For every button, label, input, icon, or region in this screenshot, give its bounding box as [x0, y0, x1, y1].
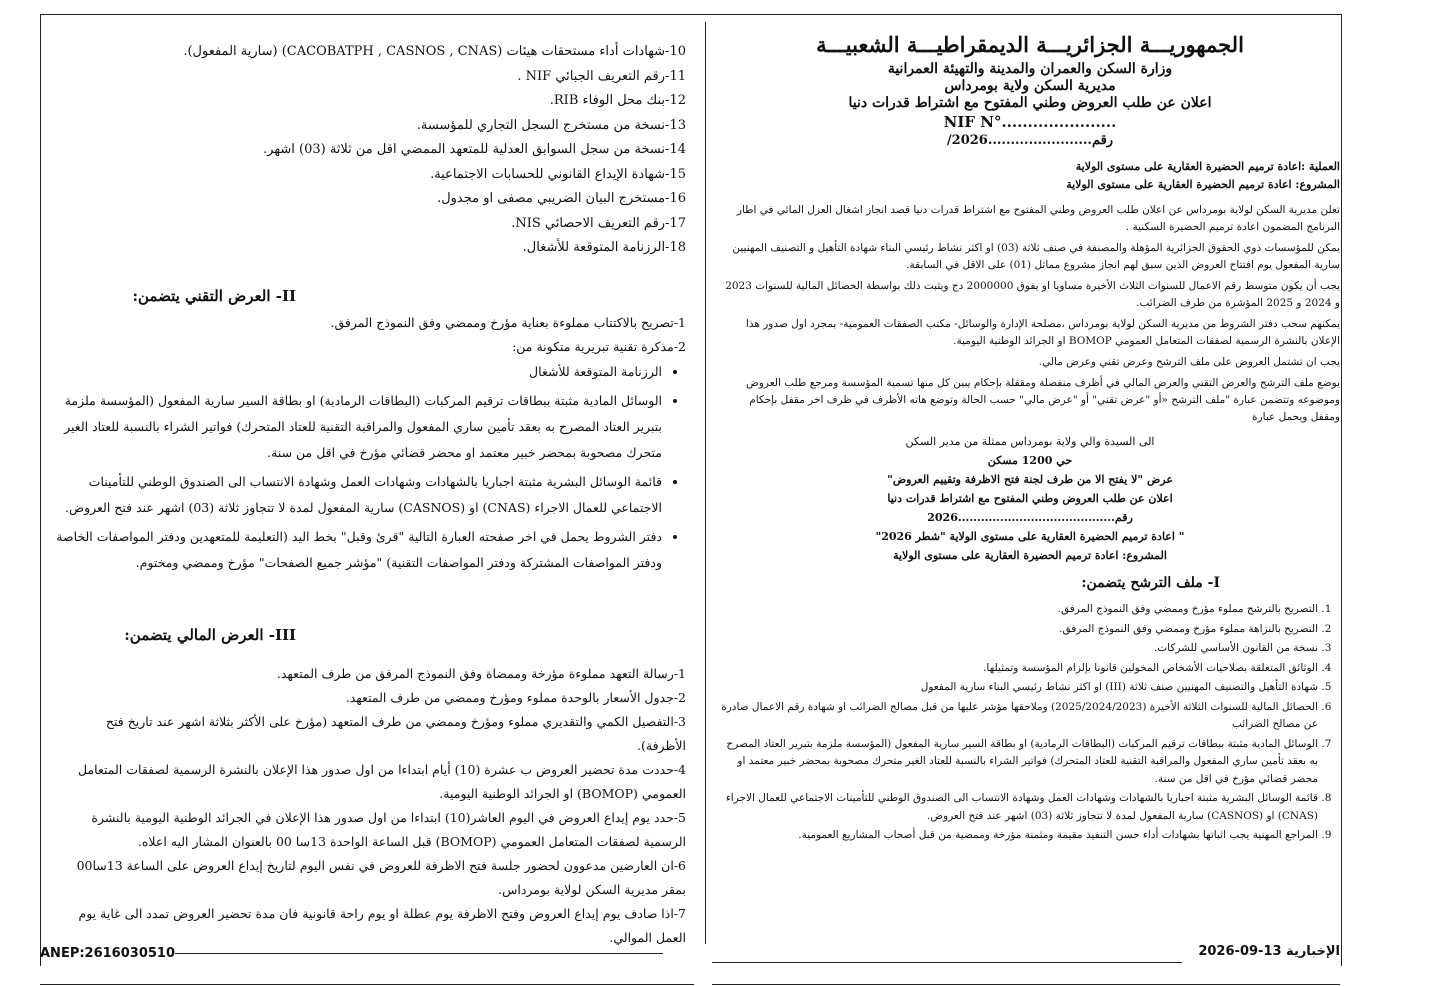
- project-line: المشروع: اعادة ترميم الحضيرة العقارية على مستوى الولاية: [1066, 178, 1340, 191]
- list-item: 2-جدول الأسعار بالوحدة مملوء ومؤرخ وممضي من طرف المتعهد.: [345, 689, 686, 705]
- left-edge-rule: [40, 14, 41, 966]
- candidacy-list-continued: [56, 40, 686, 261]
- intro-paragraph: يجب أن يكون متوسط رقم الاعمال للسنوات الثلاث الأخيرة مساويا او يفوق 2000000 دج ويثبت ذلك بواسطة الحصائل المالية للسنوات 2023 و 2024 و 2025 المؤشرة من طرف الضرائب.: [725, 280, 1340, 309]
- column-divider: [705, 22, 706, 944]
- bottom-rule-right: [712, 984, 1340, 985]
- list-item: 17-رقم التعريف الاحصائي NIS.: [511, 215, 686, 231]
- envelope-address: [720, 432, 1340, 565]
- reference-number: رقم.......................2026/: [946, 133, 1114, 148]
- list-item: 12-بنك محل الوفاء RIB.: [549, 93, 686, 108]
- envelope-line: " اعادة ترميم الحضيرة العقارية على مستوى الولاية "شطر 2026": [875, 530, 1185, 543]
- list-item: 3. نسخة من القانون الأساسي للشركات.: [720, 640, 1318, 658]
- financial-list: [56, 662, 686, 950]
- list-item: 14-نسخة من سجل السوابق العدلية للمتعهد الممضي اقل من ثلاثة (03) اشهر.: [263, 142, 686, 157]
- intro-text: [720, 202, 1340, 426]
- nif-line: NIF N°......................: [943, 113, 1117, 131]
- list-item: 4-حددت مدة تحضير العروض ب عشرة (10) أيام ابتداءا من اول صدور هذا الإعلان بالنشرة الرسمية لصفقات المتعامل العمومي (BOMOP) او الجرائد الوطنية اليومية.: [77, 761, 686, 801]
- envelope-line: رقم.........................................2026: [927, 511, 1133, 524]
- footer-rule: [175, 953, 663, 954]
- left-column: [56, 40, 686, 950]
- technical-paragraph: 2-مذكرة تقنية تبريرية متكونة من:: [512, 338, 686, 354]
- intro-paragraph: يجب ان تشتمل العروض على ملف الترشح وعرض تقني وعرض مالي.: [1038, 356, 1340, 368]
- list-item: 8. قائمة الوسائل البشرية مثبتة اجباريا بالشهادات وشهادات العمل وشهادة الانتساب الى الصندوق الوطني للتأمينات الاجتماعي للعمال الاجراء (CNAS) او (CASNOS) سارية المفعول لمدة لا تتجاوز ثلاثة (03) اشهر عند فتح العروض.: [720, 790, 1318, 825]
- candidacy-list: [720, 601, 1340, 845]
- envelope-line: اعلان عن طلب العروض وطني المفتوح مع اشتراط قدرات دنيا: [887, 492, 1173, 505]
- announcement-heading: اعلان عن طلب العروض وطني المفتوح مع اشتراط قدرات دنيا: [848, 95, 1212, 111]
- anep-code: ANEP:2616030510: [40, 946, 176, 961]
- list-item: 5. شهادة التأهيل والتصنيف المهنيين صنف ثلاثة (III) او اكثر نشاط رئيسي البناء سارية المفعول: [720, 679, 1318, 697]
- right-edge-rule: [1341, 14, 1342, 966]
- intro-paragraph: يمكن للمؤسسات ذوي الحقوق الجزائرية المؤهلة والمصنفة في صنف ثلاثة (03) او اكثر نشاط رئيسي البناء شهادة التأهيل و التصنيف المهنيين سارية المفعول يوم افتتاح العروض الذين سبق لهم انجاز مشروع مماثل (01) على الاقل في السابقة.: [732, 242, 1340, 271]
- list-item: • الوسائل المادية مثبتة ببطاقات ترقيم المركبات (البطاقات الرمادية) او بطاقة السير سارية المفعول (المؤسسة ملزمة بتبرير العتاد المصرح به بعقد تأمين ساري المفعول والمراقبة التقنية للعتاد المتحرك) فواتير الشراء بالنسبة للعتاد الغير متحرك مصحوبة بمحضر خبير معتمد او محضر قضائي مؤرخ في اقل من سنة.: [56, 388, 662, 466]
- operation-line: العملية :اعادة ترميم الحضيرة العقارية على مستوى الولاية: [1075, 160, 1340, 173]
- list-item: 6-ان العارضين مدعوون لحضور جلسة فتح الاظرفة للعروض في نفس اليوم لتاريخ إيداع العروض على الساعة 13سا00 بمقر مديرية السكن لولاية بومرداس.: [76, 857, 686, 897]
- list-item: • قائمة الوسائل البشرية مثبتة اجباريا بالشهادات وشهادات العمل وشهادة الانتساب الى الصندوق الوطني للتأمينات الاجتماعي للعمال الاجراء (CNAS) او (CASNOS) سارية المفعول لمدة لا تتجاوز ثلاثة (03) اشهر عند فتح العروض.: [56, 469, 662, 521]
- list-item: 11-رقم التعريف الجبائي NIF .: [517, 68, 686, 84]
- technical-bullets: [56, 359, 686, 576]
- list-item: • الرزنامة المتوقعة للأشغال: [56, 359, 662, 385]
- list-item: • دفتر الشروط يحمل في اخر صفحته العبارة التالية "قرئ وقبل" بخط اليد (التعليمة للمتعهدين ودفتر المواصفات الخاصة ودفتر المواصفات المشتركة ودفتر المواصفات التقنية) "مؤشر جميع الصفحات" مؤرخ وممضي ومختوم.: [56, 524, 662, 576]
- bottom-rule-left: [40, 984, 694, 985]
- list-item: 6. الحصائل المالية للسنوات الثلاثة الأخيرة (2025/2024/2023) وملاحقها مؤشر عليها من قبل مصالح الضرائب او شهادة رقم الاعمال صادرة عن مصالح الضرائب: [720, 699, 1318, 734]
- list-item: 7-اذا صادف يوم إيداع العروض وفتح الاظرفة يوم عطلة او يوم راحة قانونية فان مدة تحضير العروض تمدد الى غاية يوم العمل الموالي.: [78, 905, 686, 945]
- intro-paragraph: يمكنهم سحب دفتر الشروط من مديرية السكن لولاية بومرداس ،مصلحة الإدارة والوسائل- مكتب الصفقات العمومية- بمجرد اول صدور هذا الإعلان بالنشرة الرسمية لصفقات المتعامل العمومي BOMOP او الجرائد الوطنية اليومية.: [745, 318, 1340, 347]
- section-financial-title: III- العرض المالي يتضمن:: [124, 625, 296, 644]
- list-item: 5-حدد يوم إيداع العروض في اليوم العاشر(10) ابتداءا من اول صدور هذا الإعلان في الجرائد الوطنية اليومية بالنشرة الرسمية لصفقات المتعامل العمومي (BOMOP) قبل الساعة الواحدة 13سا 00 بالعنوان المشار اليه اعلاه.: [91, 809, 686, 849]
- ministry-heading: وزارة السكن والعمران والمدينة والتهيئة العمرانية: [887, 61, 1173, 77]
- list-item: 1. التصريح بالترشح مملوء مؤرخ وممضي وفق النموذج المرفق.: [720, 601, 1318, 619]
- top-rule: [40, 14, 1342, 15]
- intro-paragraph: يوضع ملف الترشح والعرض التقني والعرض المالي في أظرف منفصلة ومقفلة بإحكام يبين كل منها تسمية المؤسسة ومرجع طلب العروض وموضوعه وتتضمن عبارة "ملف الترشح «أو "عرض تقني" أو "عرض مالي" حسب الحالة وتوضع هاته الأظرف في ظرف اخر مقفل بإحكام ومقفل ويحمل عبارة: [746, 377, 1340, 423]
- anep-footer: [40, 946, 690, 961]
- list-item: 13-نسخة من مستخرج السجل التجاري للمؤسسة.: [416, 117, 686, 133]
- republic-heading: الجمهوريـــة الجزائريـــة الديمقراطيـــة الشعبيـــة: [816, 32, 1244, 57]
- list-item: 4. الوثائق المتعلقة بصلاحيات الأشخاص المخولين قانونا بإلزام المؤسسة وتمثيلها.: [720, 660, 1318, 678]
- list-item: 9. المراجع المهنية يجب اثباتها بشهادات أداء حسن التنفيذ مقيمة ومثمنة مؤرخة وممضية من قبل أصحاب المشاريع العمومية.: [720, 827, 1318, 845]
- section-candidacy-title: I- ملف الترشح يتضمن:: [1081, 575, 1220, 591]
- newspaper-date: الإخبارية 13-09-2026: [1198, 944, 1340, 959]
- section-technical-title: II- العرض التقني يتضمن:: [132, 286, 296, 305]
- right-column: [720, 26, 1340, 851]
- envelope-line: الى السيدة والي ولاية بومرداس ممثلة من مدير السكن: [905, 435, 1155, 448]
- list-item: 1-رسالة التعهد مملوءة مؤرخة وممضاة وفق النموذج المرفق من طرف المتعهد.: [276, 665, 686, 681]
- intro-paragraph: تعلن مديرية السكن لولاية بومرداس عن اعلان طلب العروض وطني المفتوح مع اشتراط قدرات دنيا قصد انجاز اشغال العزل المائي في اطار البرنامج المضمون اعادة ترميم الحضيرة السكنية .: [736, 204, 1340, 233]
- envelope-line: المشروع: اعادة ترميم الحضيرة العقارية على مستوى الولاية: [893, 549, 1167, 562]
- list-item: 3-التفصيل الكمي والتقديري مملوء ومؤرخ وممضي من طرف المتعهد (مؤرخ على الأكثر بثلاثة اشهر عند تاريخ فتح الأظرفة).: [105, 713, 686, 753]
- list-item: 18-الرزنامة المتوقعة للأشغال.: [522, 240, 686, 255]
- list-item: 10-شهادات أداء مستحقات هيئات (CACOBATPH , CASNOS , CNAS) (سارية المفعول).: [183, 44, 686, 59]
- directorate-heading: مديرية السكن ولاية بومرداس: [944, 78, 1116, 94]
- envelope-line: عرض "لا يفتح الا من طرف لجنة فتح الاظرفة وتقييم العروض": [887, 473, 1173, 486]
- list-item: 16-مستخرج البيان الضريبي مصفى او مجدول.: [437, 191, 686, 206]
- technical-paragraph: 1-تصريح بالاكتتاب مملوءة بعناية مؤرخ وممضي وفق النموذج المرفق.: [330, 314, 686, 330]
- list-item: 7. الوسائل المادية مثبتة ببطاقات ترقيم المركبات (البطاقات الرمادية) او بطاقة السير سارية المفعول (المؤسسة ملزمة بتبرير العتاد المصرح به بعقد تأمين ساري المفعول والمراقبة التقنية للعتاد المتحرك) فواتير الشراء بالنسبة للعتاد الغير متحرك مصحوبة بمحضر خبير معتمد او محضر قضائي مؤرخ في اقل من سنة.: [720, 736, 1318, 789]
- footer-rule-right: [712, 962, 1182, 963]
- list-item: 2. التصريح بالنزاهة مملوء مؤرخ وممضي وفق النموذج المرفق.: [720, 621, 1318, 639]
- envelope-line: حي 1200 مسكن: [987, 454, 1073, 467]
- list-item: 15-شهادة الإيداع القانوني للحسابات الاجتماعية.: [430, 166, 686, 182]
